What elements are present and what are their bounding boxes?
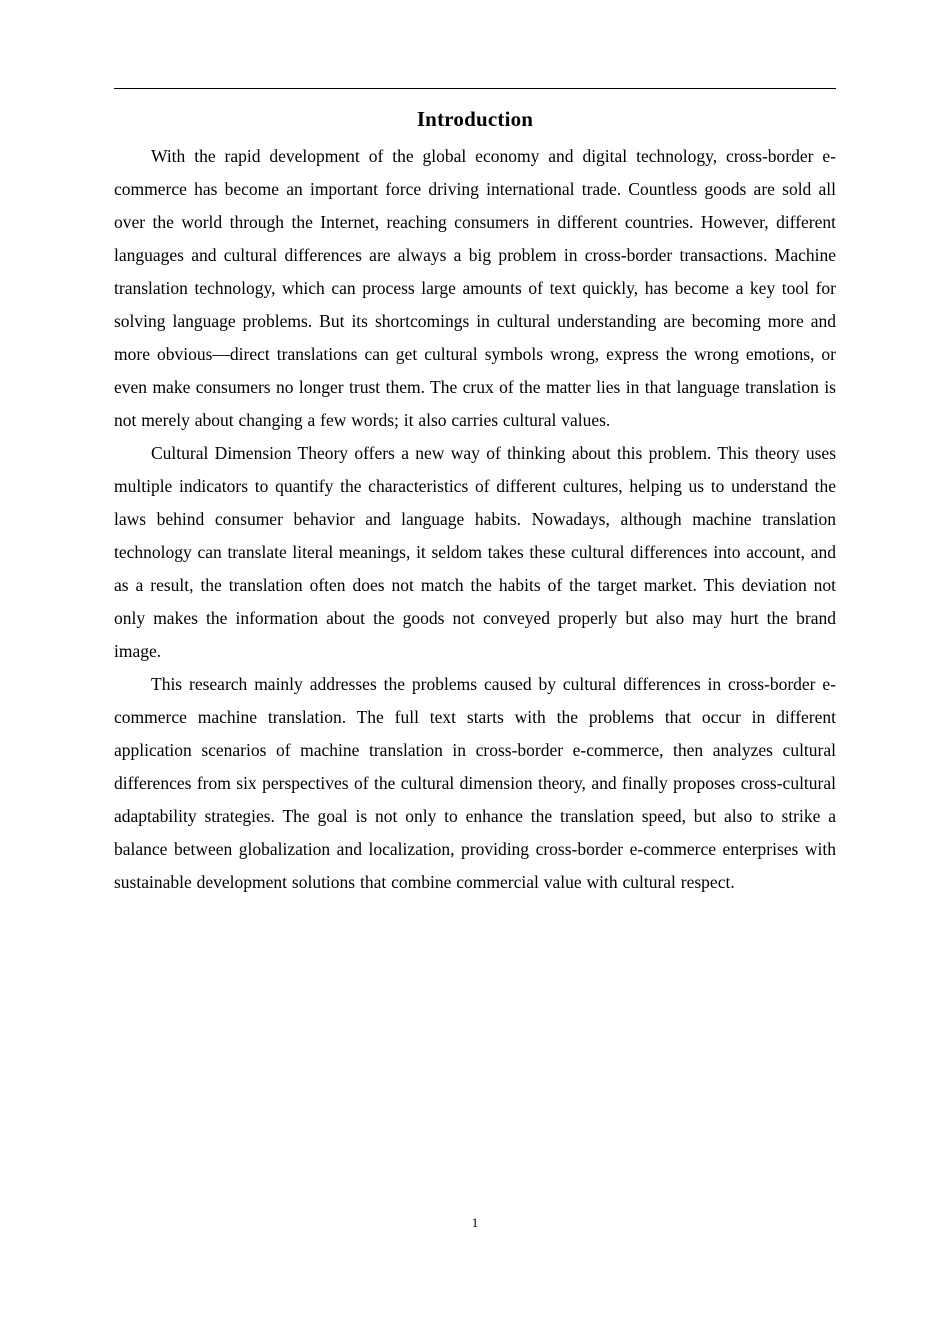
- paragraph-1: With the rapid development of the global economy and digital technology, cross-border e-commerce has become an important force driving international trade. Countless goods are sold all over the world through the Internet, reaching consumers in different countries. However, different languages and cultural differences are always a big problem in cross-border transactions. Machine translation technology, which can process large amounts of text quickly, has become a key tool for solving language problems. But its shortcomings in cultural understanding are becoming more and more obvious—direct translations can get cultural symbols wrong, express the wrong emotions, or even make consumers no longer trust them. The crux of the matter lies in that language translation is not merely about changing a few words; it also carries cultural values.: [114, 146, 836, 430]
- header-rule: [114, 88, 836, 89]
- section-title: Introduction: [416, 107, 534, 131]
- page-number: 1: [471, 1215, 479, 1230]
- body-text: [114, 140, 836, 899]
- paragraph-2: Cultural Dimension Theory offers a new way of thinking about this problem. This theory uses multiple indicators to quantify the characteristics of different cultures, helping us to understand the laws behind consumer behavior and language habits. Nowadays, although machine translation technology can translate literal meanings, it seldom takes these cultural differences into account, and as a result, the translation often does not match the habits of the target market. This deviation not only makes the information about the goods not conveyed properly but also may hurt the brand image.: [114, 443, 836, 661]
- paragraph-3: This research mainly addresses the problems caused by cultural differences in cross-border e-commerce machine translation. The full text starts with the problems that occur in different application scenarios of machine translation in cross-border e-commerce, then analyzes cultural differences from six perspectives of the cultural dimension theory, and finally proposes cross-cultural adaptability strategies. The goal is not only to enhance the translation speed, but also to strike a balance between globalization and localization, providing cross-border e-commerce enterprises with sustainable development solutions that combine commercial value with cultural respect.: [114, 674, 836, 892]
